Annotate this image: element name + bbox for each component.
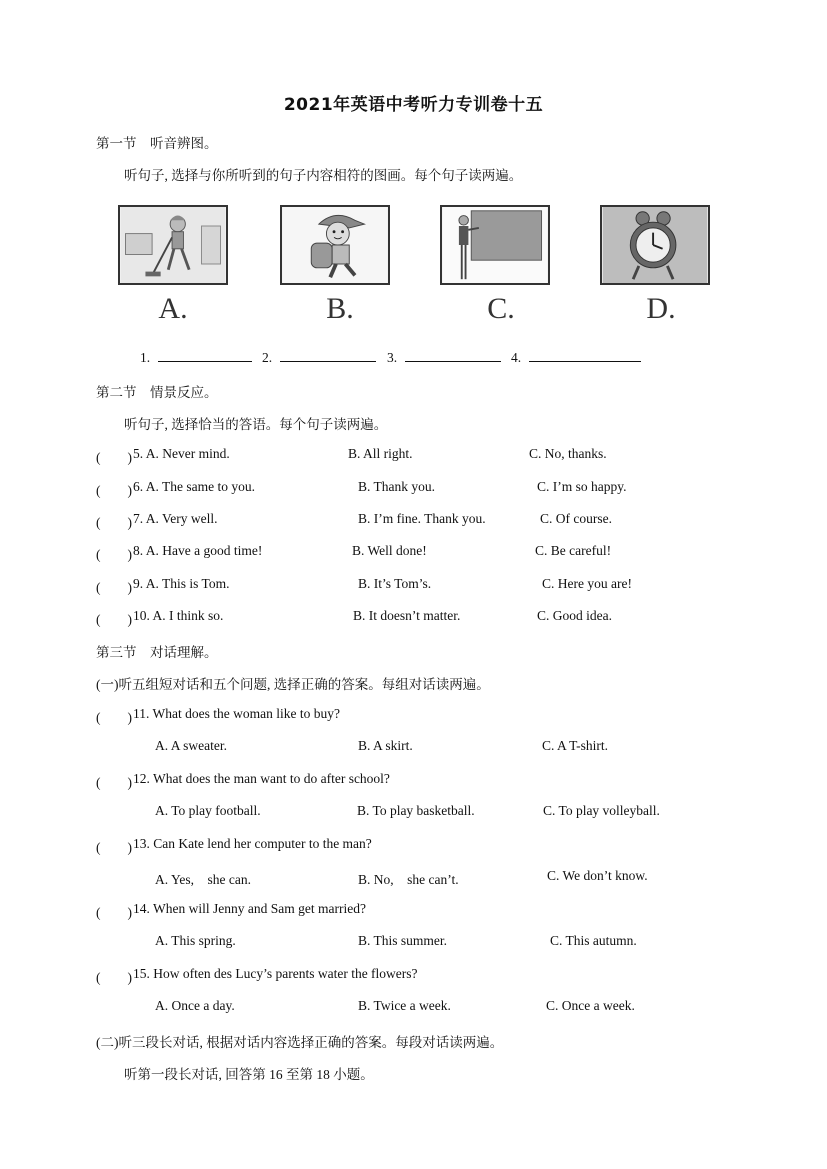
option-c: C. A T-shirt.: [542, 738, 609, 753]
answer-paren[interactable]: ( ): [96, 710, 132, 725]
option-b: B. Well done!: [352, 543, 427, 558]
question-text: 11. What does the woman like to buy?: [133, 706, 340, 721]
page-title: 2021年英语中考听力专训卷十五: [283, 95, 544, 115]
option-b: B. This summer.: [358, 933, 448, 948]
answer-paren[interactable]: ( ): [96, 775, 132, 790]
section3-heading: 第三节 对话理解。: [96, 645, 218, 660]
section1-instruction: 听句子, 选择与你所听到的句子内容相符的图画。每个句子读两遍。: [124, 168, 523, 183]
answer-paren[interactable]: ( ): [96, 547, 132, 562]
question-text: 14. When will Jenny and Sam get married?: [133, 901, 366, 916]
option-b: B. Twice a week.: [358, 998, 451, 1013]
option-b: B. Thank you.: [358, 479, 435, 494]
option-a: A. A sweater.: [155, 738, 227, 753]
option-a: 5. A. Never mind.: [133, 446, 230, 461]
option-a: 8. A. Have a good time!: [133, 543, 263, 558]
option-b: B. I’m fine. Thank you.: [358, 511, 486, 526]
picture-c-teacher-blackboard-icon: [440, 205, 550, 285]
option-a: A. Once a day.: [155, 998, 235, 1013]
option-c: C. No, thanks.: [529, 446, 607, 461]
option-c: C. I’m so happy.: [537, 479, 627, 494]
option-a: 6. A. The same to you.: [133, 479, 255, 494]
option-c: C. Good idea.: [537, 608, 612, 623]
section2-heading: 第二节 情景反应。: [96, 385, 218, 400]
section3-part2-instruction: (二)听三段长对话, 根据对话内容选择正确的答案。每段对话读两遍。: [96, 1035, 504, 1050]
answer-blank-2[interactable]: 2.: [262, 348, 376, 366]
picture-d-alarm-clock-icon: [600, 205, 710, 285]
answer-blank-4[interactable]: 4.: [511, 348, 641, 366]
option-c: C. To play volleyball.: [543, 803, 660, 818]
section3-part2-sub: 听第一段长对话, 回答第 16 至第 18 小题。: [124, 1067, 374, 1082]
question-text: 13. Can Kate lend her computer to the man?: [133, 836, 372, 851]
answer-paren[interactable]: ( ): [96, 515, 132, 530]
option-c: C. This autumn.: [550, 933, 637, 948]
section3-part1-instruction: (一)听五组短对话和五个问题, 选择正确的答案。每组对话读两遍。: [96, 677, 490, 692]
picture-label-d: D.: [646, 292, 676, 325]
option-c: C. Be careful!: [535, 543, 612, 558]
option-b: B. It doesn’t matter.: [353, 608, 461, 623]
option-a: 9. A. This is Tom.: [133, 576, 230, 591]
section2-instruction: 听句子, 选择恰当的答语。每个句子读两遍。: [124, 417, 388, 432]
answer-paren[interactable]: ( ): [96, 612, 132, 627]
option-a: A. This spring.: [155, 933, 236, 948]
picture-label-b: B.: [326, 292, 354, 325]
option-c: C. We don’t know.: [547, 868, 648, 883]
option-a: 10. A. I think so.: [133, 608, 224, 623]
option-c: C. Of course.: [540, 511, 612, 526]
option-b: B. All right.: [348, 446, 413, 461]
answer-paren[interactable]: ( ): [96, 580, 132, 595]
picture-label-a: A.: [158, 292, 188, 325]
option-b: B. A skirt.: [358, 738, 413, 753]
answer-paren[interactable]: ( ): [96, 450, 132, 465]
answer-paren[interactable]: ( ): [96, 483, 132, 498]
answer-paren[interactable]: ( ): [96, 840, 132, 855]
picture-a-boy-mopping-icon: [118, 205, 228, 285]
question-text: 15. How often des Lucy’s parents water the flowers?: [133, 966, 418, 981]
option-b: B. To play basketball.: [357, 803, 475, 818]
option-c: C. Once a week.: [546, 998, 635, 1013]
question-text: 12. What does the man want to do after school?: [133, 771, 390, 786]
option-c: C. Here you are!: [542, 576, 632, 591]
picture-b-boy-backpack-icon: [280, 205, 390, 285]
option-a: 7. A. Very well.: [133, 511, 218, 526]
answer-blank-3[interactable]: 3.: [387, 348, 501, 366]
answer-paren[interactable]: ( ): [96, 905, 132, 920]
option-a: A. Yes, she can.: [155, 872, 251, 887]
answer-paren[interactable]: ( ): [96, 970, 132, 985]
option-b: B. It’s Tom’s.: [358, 576, 432, 591]
section1-heading: 第一节 听音辨图。: [96, 136, 218, 151]
option-a: A. To play football.: [155, 803, 261, 818]
picture-label-c: C.: [487, 292, 515, 325]
option-b: B. No, she can’t.: [358, 872, 459, 887]
answer-blank-1[interactable]: 1.: [140, 348, 252, 366]
